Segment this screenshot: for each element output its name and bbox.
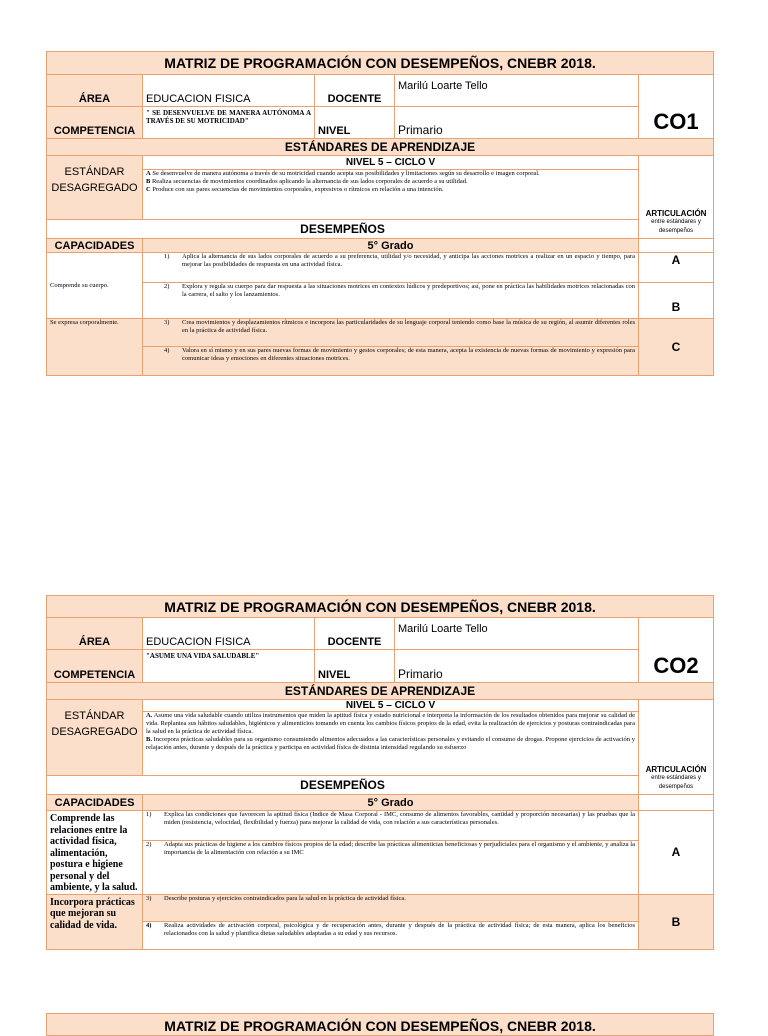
desempeno-number: 4): [164, 347, 170, 354]
matrix-title: MATRIZ DE PROGRAMACIÓN CON DESEMPEÑOS, CNEBR 2018.: [47, 52, 714, 75]
desempeno-row: [143, 253, 639, 283]
competencia-label: COMPETENCIA: [47, 107, 143, 139]
articulacion-header: [639, 156, 714, 239]
docente-label: DOCENTE: [315, 75, 395, 107]
desempeno-text: Crea movimientos y desplazamientos rítmicos e incorpora las particularidades de su lenguaje corporal teniendo como base la música de su región, al asumir diferentes roles en la práctica de actividad física.: [182, 319, 635, 334]
desempeno-number: 3): [146, 894, 152, 902]
desempeno-text: Explica las condiciones que favorecen la aptitud física (Índice de Masa Corporal - IMC, consumo de alimentos favorables, cantidad y proporción necesarias) y las pruebas que la miden (resistencia, velocidad, flexibilidad y fuerza) para mejorar la calidad de vida, con relación a sus características personales.: [164, 811, 635, 826]
articulacion-header: [639, 700, 714, 795]
estandar-letter: C: [146, 186, 151, 193]
nivel-ciclo: NIVEL 5 – CICLO V: [143, 700, 639, 712]
competency-code: CO1: [639, 75, 714, 139]
desempeno-number: 2): [146, 840, 152, 848]
capacidades-heading: CAPACIDADES: [47, 795, 143, 811]
estandar-item: Incorpora prácticas saludables para su organismo consumiendo alimentos adecuados a las características personales y evitando el consumo de drogas. Propone ejercicios de activación y relajación antes, durante y después de la práctica y participa en actividad física de distinta intensidad regulando su esfuerzo: [146, 736, 635, 751]
capacidad-name: Comprende las relaciones entre la actividad física, alimentación, postura e higiene personal y del ambiente, y la salud.: [47, 811, 143, 895]
nivel-value: Primario: [395, 650, 639, 683]
estandar-item: Se desenvuelve de manera autónoma a través de su motricidad cuando acepta sus posibilidades y limitaciones según su desarrollo e imagen corporal.: [152, 170, 540, 177]
grade-label: 5° Grado: [143, 795, 639, 811]
estandar-item: Produce con sus pares secuencias de movimientos corporales, expresivos o rítmicos en relación a una intención.: [152, 186, 444, 193]
estandares-heading: ESTÁNDARES DE APRENDIZAJE: [47, 139, 714, 156]
articulacion-title: ARTICULACIÓN: [645, 765, 707, 774]
articulacion-subtitle: entre estándares y desempeños: [651, 219, 701, 234]
capacidad-name: Comprende su cuerpo.: [47, 253, 143, 319]
area-label: ÁREA: [47, 75, 143, 107]
matrix-title: MATRIZ DE PROGRAMACIÓN CON DESEMPEÑOS, CNEBR 2018.: [47, 596, 714, 618]
capacidad-name: Incorpora prácticas que mejoran su calidad de vida.: [47, 894, 143, 949]
articulacion-letter: A: [639, 811, 714, 895]
nivel-label: NIVEL: [315, 650, 395, 683]
articulacion-letter: C: [639, 319, 714, 376]
desempeno-row: [143, 840, 639, 894]
desempeno-row: [143, 319, 639, 347]
competency-code: CO2: [639, 618, 714, 683]
desempeno-row: [143, 347, 639, 376]
desempeno-text: Valora en sí mismo y en sus pares nuevas formas de movimiento y gestos corporales; de esta manera, acepta la existencia de nuevas formas de movimiento y expresión para comunicar ideas y emociones en diferentes situaciones motrices.: [182, 347, 635, 362]
estandar-letter: B.: [146, 736, 152, 743]
docente-label: DOCENTE: [315, 618, 395, 650]
desempeno-row: [143, 921, 639, 949]
desempeno-text: Explora y regula su cuerpo para dar respuesta a las situaciones motrices en contextos lúdicos y predeportivos; así, pone en práctica las habilidades motrices relacionadas con la carrera, el salto y los lanzamientos.: [182, 283, 635, 298]
nivel-label: NIVEL: [315, 107, 395, 139]
docente-value: Marilú Loarte Tello: [395, 618, 639, 650]
desempeno-row: [143, 894, 639, 921]
articulacion-spacer: [639, 795, 714, 811]
articulacion-letter: A: [639, 253, 714, 283]
articulacion-subtitle: entre estándares y desempeños: [651, 775, 701, 790]
articulacion-title: ARTICULACIÓN: [645, 209, 707, 218]
capacidad-name: Se expresa corporalmente.: [47, 319, 143, 376]
grade-label: 5° Grado: [143, 239, 639, 253]
estandar-text: [143, 712, 639, 776]
desempeno-text: Realiza actividades de activación corporal, psicológica y de recuperación antes, durante y después de la práctica de actividad física; de esta manera, aplica los beneficios relacionados con la salud y planifica dietas saludables adaptadas a su edad y sus recursos.: [164, 921, 635, 937]
desempeno-number: 1): [164, 253, 170, 260]
matrix-co1: [46, 51, 714, 376]
matrix-co2: [46, 595, 714, 950]
competencia-value: "ASUME UNA VIDA SALUDABLE": [143, 650, 315, 683]
estandar-item: Asume una vida saludable cuando utiliza instrumentos que miden la aptitud física y estado nutricional e interpreta la información de los resultados obtenidos para mejorar su calidad de vida. Replantea sus hábitos saludables, higiénicos y alimenticios tomando en cuenta los cambios físicos propios de la edad, evita la realización de ejercicios y posturas contraindicadas para la salud en la práctica de actividad física.: [146, 712, 635, 735]
nivel-ciclo: NIVEL 5 – CICLO V: [143, 156, 639, 170]
desempeno-row: [143, 283, 639, 319]
estandar-label: ESTÁNDAR DESAGREGADO: [47, 700, 143, 776]
docente-value: Marilú Loarte Tello: [395, 75, 639, 107]
nivel-value: Primario: [395, 107, 639, 139]
estandar-label: ESTÁNDAR DESAGREGADO: [47, 156, 143, 220]
articulacion-letter: B: [639, 283, 714, 319]
desempeno-text: Describe posturas y ejercicios contraindicados para la salud en la práctica de actividad física.: [164, 894, 406, 902]
desempeno-number: 4): [146, 921, 152, 929]
capacidades-heading: CAPACIDADES: [47, 239, 143, 253]
estandar-letter: A: [146, 170, 151, 177]
articulacion-spacer: [639, 239, 714, 253]
desempeno-number: 2): [164, 283, 170, 290]
area-label: ÁREA: [47, 618, 143, 650]
area-value: EDUCACION FISICA: [143, 618, 315, 650]
competencia-label: COMPETENCIA: [47, 650, 143, 683]
desempeno-row: [143, 811, 639, 841]
area-value: EDUCACION FISICA: [143, 75, 315, 107]
desempeno-number: 1): [146, 811, 152, 818]
desempenos-heading: DESEMPEÑOS: [47, 220, 639, 239]
articulacion-letter: B: [639, 894, 714, 949]
matrix-title: MATRIZ DE PROGRAMACIÓN CON DESEMPEÑOS, CNEBR 2018.: [47, 1014, 714, 1036]
matrix-co3: [46, 1013, 714, 1036]
desempeno-text: Aplica la alternancia de sus lados corporales de acuerdo a su preferencia, utilidad y/o necesidad, y anticipa las acciones motrices a realizar en un espacio y tiempo, para mejorar las posibilidades de respuesta en una actividad física.: [182, 253, 635, 268]
desempenos-heading: DESEMPEÑOS: [47, 776, 639, 795]
estandar-letter: A.: [146, 712, 153, 719]
competencia-value: " SE DESENVUELVE DE MANERA AUTÓNOMA A TRAVÉS DE SU MOTRICIDAD": [143, 107, 315, 139]
estandar-letter: B: [146, 178, 151, 185]
desempeno-text: Adapta sus prácticas de higiene a los cambios físicos propios de la edad; describe las prácticas alimenticias beneficiosas y perjudiciales para el organismo y el ambiente, y analiza la importancia de la alimentación con relación a su IMC: [164, 840, 635, 856]
estandares-heading: ESTÁNDARES DE APRENDIZAJE: [47, 683, 714, 700]
estandar-text: [143, 170, 639, 220]
estandar-item: Realiza secuencias de movimientos coordinados aplicando la alternancia de sus lados corporales de acuerdo a su utilidad.: [151, 178, 468, 185]
desempeno-number: 3): [164, 319, 170, 326]
